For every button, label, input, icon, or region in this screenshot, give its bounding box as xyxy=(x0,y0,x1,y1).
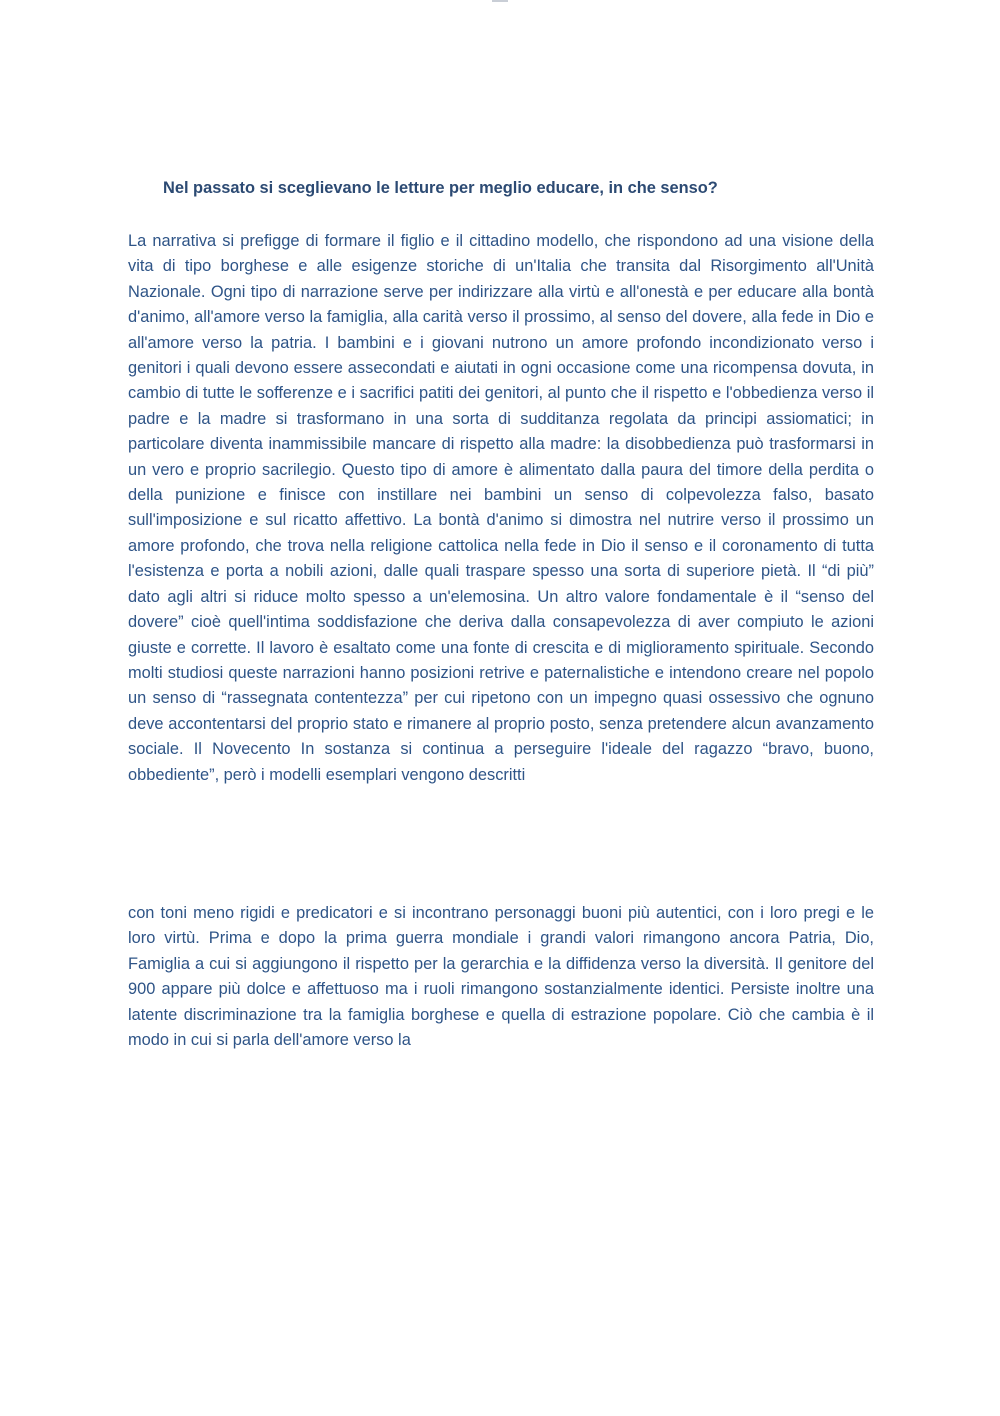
body-paragraph-1: La narrativa si prefigge di formare il figlio e il cittadino modello, che rispondono ad una visione della vita di tipo borghese e alle esigenze storiche di un'Italia che transita dal Risorgimento all'Unità Nazionale. Ogni tipo di narrazione serve per indirizzare alla virtù e all'onestà e per educare alla bontà d'animo, all'amore verso la famiglia, alla carità verso il prossimo, al senso del dovere, alla fede in Dio e all'amore verso la patria. I bambini e i giovani nutrono un amore profondo incondizionato verso i genitori i quali devono essere assecondati e aiutati in ogni occasione come una ricompensa dovuta, in cambio di tutte le sofferenze e i sacrifici patiti dei genitori, al punto che il rispetto e l'obbedienza verso il padre e la madre si trasformano in una sorta di sudditanza regolata da principi assiomatici; in particolare diventa inammissibile mancare di rispetto alla madre: la disobbedienza può trasformarsi in un vero e proprio sacrilegio. Questo tipo di amore è alimentato dalla paura del timore della perdita o della punizione e finisce con instillare nei bambini un senso di colpevolezza falso, basato sull'imposizione e sul ricatto affettivo. La bontà d'animo si dimostra nel nutrire verso il prossimo un amore profondo, che trova nella religione cattolica nella fede in Dio il senso e il coronamento di tutta l'esistenza e porta a nobili azioni, dalle quali traspare spesso una sorta di superiore pietà. Il “di più” dato agli altri si riduce molto spesso a un'elemosina. Un altro valore fondamentale è il “senso del dovere” cioè quell'intima soddisfazione che deriva dalla consapevolezza di aver compiuto le azioni giuste e corrette. Il lavoro è esaltato come una fonte di crescita e di miglioramento spirituale. Secondo molti studiosi queste narrazioni hanno posizioni retrive e paternalistiche e intendono creare nel popolo un senso di “rassegnata contentezza” per cui ripetono con un impegno quasi ossessivo che ognuno deve accontentarsi del proprio stato e rimanere al proprio posto, senza pretendere alcun avanzamento sociale. Il Novecento In sostanza si continua a perseguire l'ideale del ragazzo “bravo, buono, obbediente”, però i modelli esemplari vengono descritti xyxy=(128,232,874,784)
body-paragraph-2: con toni meno rigidi e predicatori e si incontrano personaggi buoni più autentici, con i loro pregi e le loro virtù. Prima e dopo la prima guerra mondiale i grandi valori rimangono ancora Patria, Dio, Famiglia a cui si aggiungono il rispetto per la gerarchia e la diffidenza verso la diversità. Il genitore del 900 appare più dolce e affettuoso ma i ruoli rimangono sostanzialmente identici. Persiste inoltre una latente discriminazione tra la famiglia borghese e quella di estrazione popolare. Ciò che cambia è il modo in cui si parla dell'amore verso la xyxy=(128,904,874,1050)
question-heading: Nel passato si sceglievano le letture per meglio educare, in che senso? xyxy=(163,179,718,197)
page-top-mark xyxy=(492,0,508,2)
